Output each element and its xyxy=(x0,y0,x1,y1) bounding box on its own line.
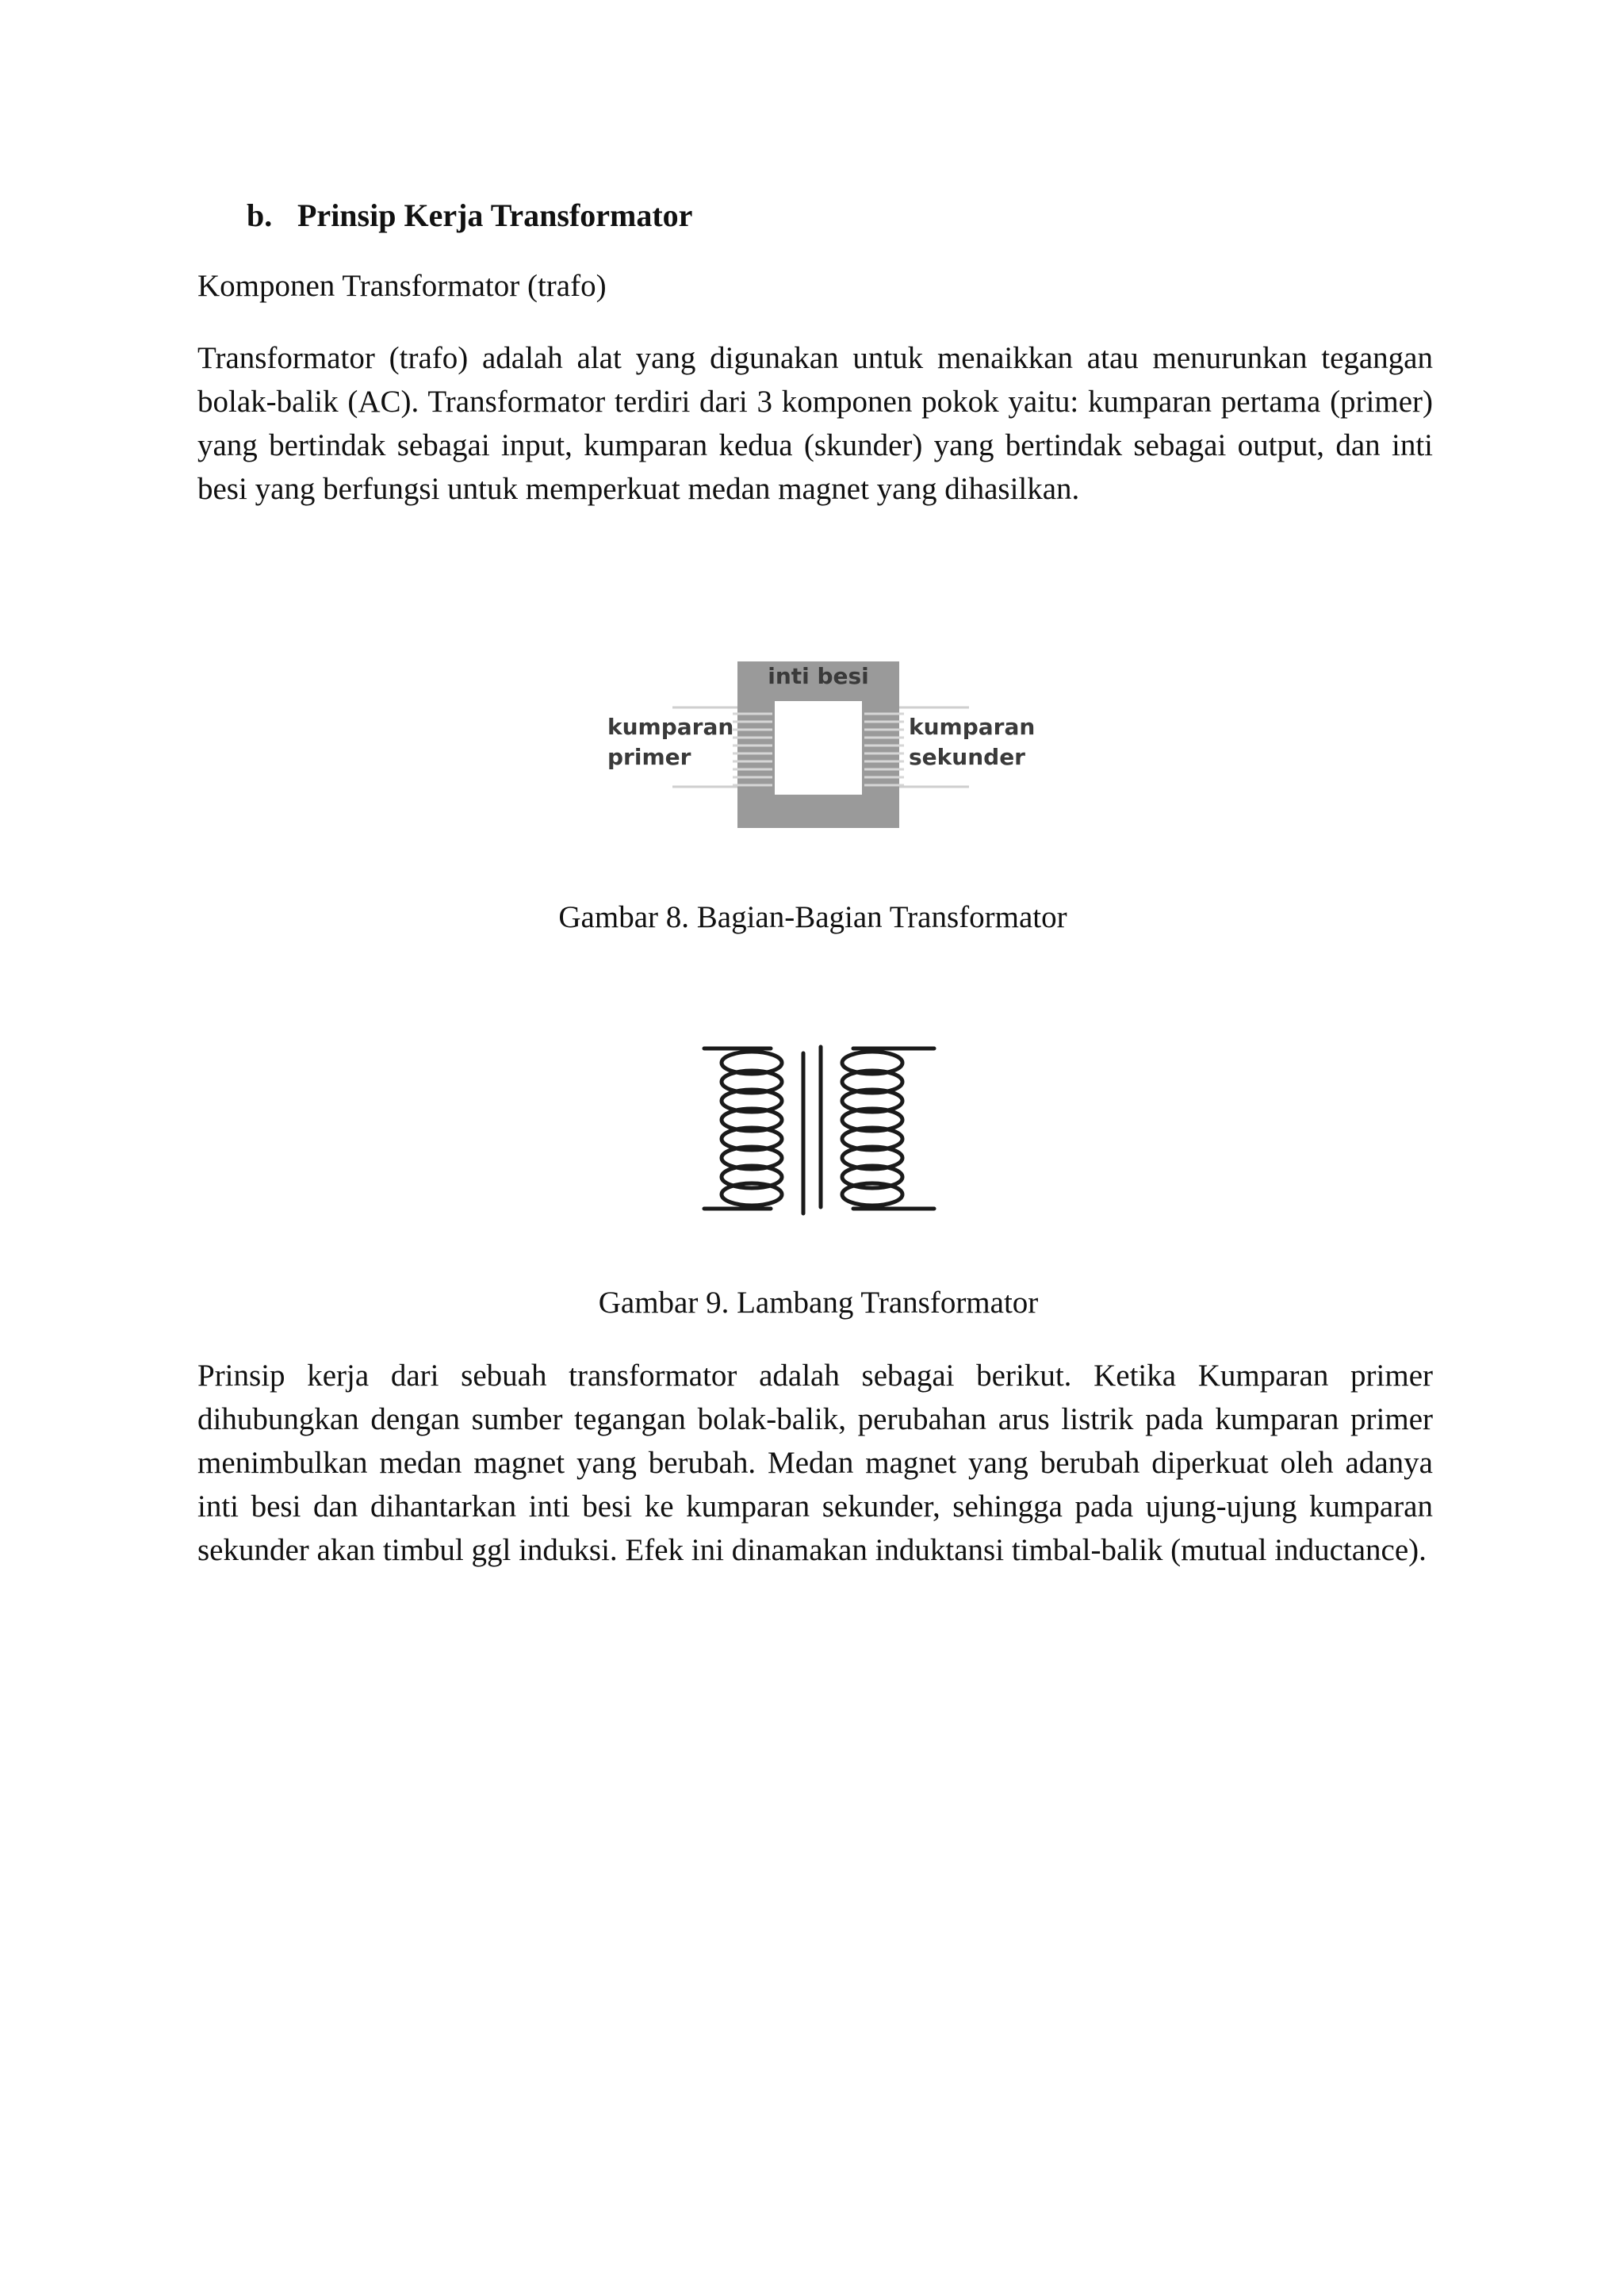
transformer-parts-diagram xyxy=(596,652,1040,830)
paragraph-working-principle: Prinsip kerja dari sebuah transformator adalah sebagai berikut. Ketika Kumparan primer dihubungkan dengan sumber tegangan bolak-balik, perubahan arus listrik pada kumparan primer menimbulkan medan magnet yang berubah. Medan magnet yang berubah diperkuat oleh adanya inti besi dan dihantarkan inti besi ke kumparan sekunder, sehingga pada ujung-ujung kumparan sekunder akan timbul ggl induksi. Efek ini dinamakan induktansi timbal-balik (mutual inductance). xyxy=(197,1359,1433,1567)
label-secondary-line1: kumparan xyxy=(909,714,1036,740)
label-primary-line1: kumparan xyxy=(607,714,734,740)
section-number: b. xyxy=(247,197,273,233)
subheading: Komponen Transformator (trafo) xyxy=(197,269,607,303)
primary-winding-symbol xyxy=(704,1048,782,1209)
figure-8-caption: Gambar 8. Bagian-Bagian Transformator xyxy=(558,900,1067,934)
label-primary-line2: primer xyxy=(607,744,691,770)
transformer-symbol-diagram xyxy=(688,1031,950,1229)
label-core: inti besi xyxy=(768,663,869,689)
label-secondary-line2: sekunder xyxy=(909,744,1025,770)
section-title: Prinsip Kerja Transformator xyxy=(297,197,693,233)
paragraph-intro: Transformator (trafo) adalah alat yang digunakan untuk menaikkan atau menurunkan tegangan bolak-balik (AC). Transformator terdiri dari 3 komponen pokok yaitu: kumparan pertama (primer) yang bertindak sebagai input, kumparan kedua (skunder) yang bertindak sebagai output, dan inti besi yang berfungsi untuk memperkuat medan magnet yang dihasilkan. xyxy=(197,341,1433,506)
figure-9-caption: Gambar 9. Lambang Transformator xyxy=(598,1286,1039,1320)
secondary-winding-symbol xyxy=(842,1048,934,1209)
section-heading xyxy=(247,197,692,235)
